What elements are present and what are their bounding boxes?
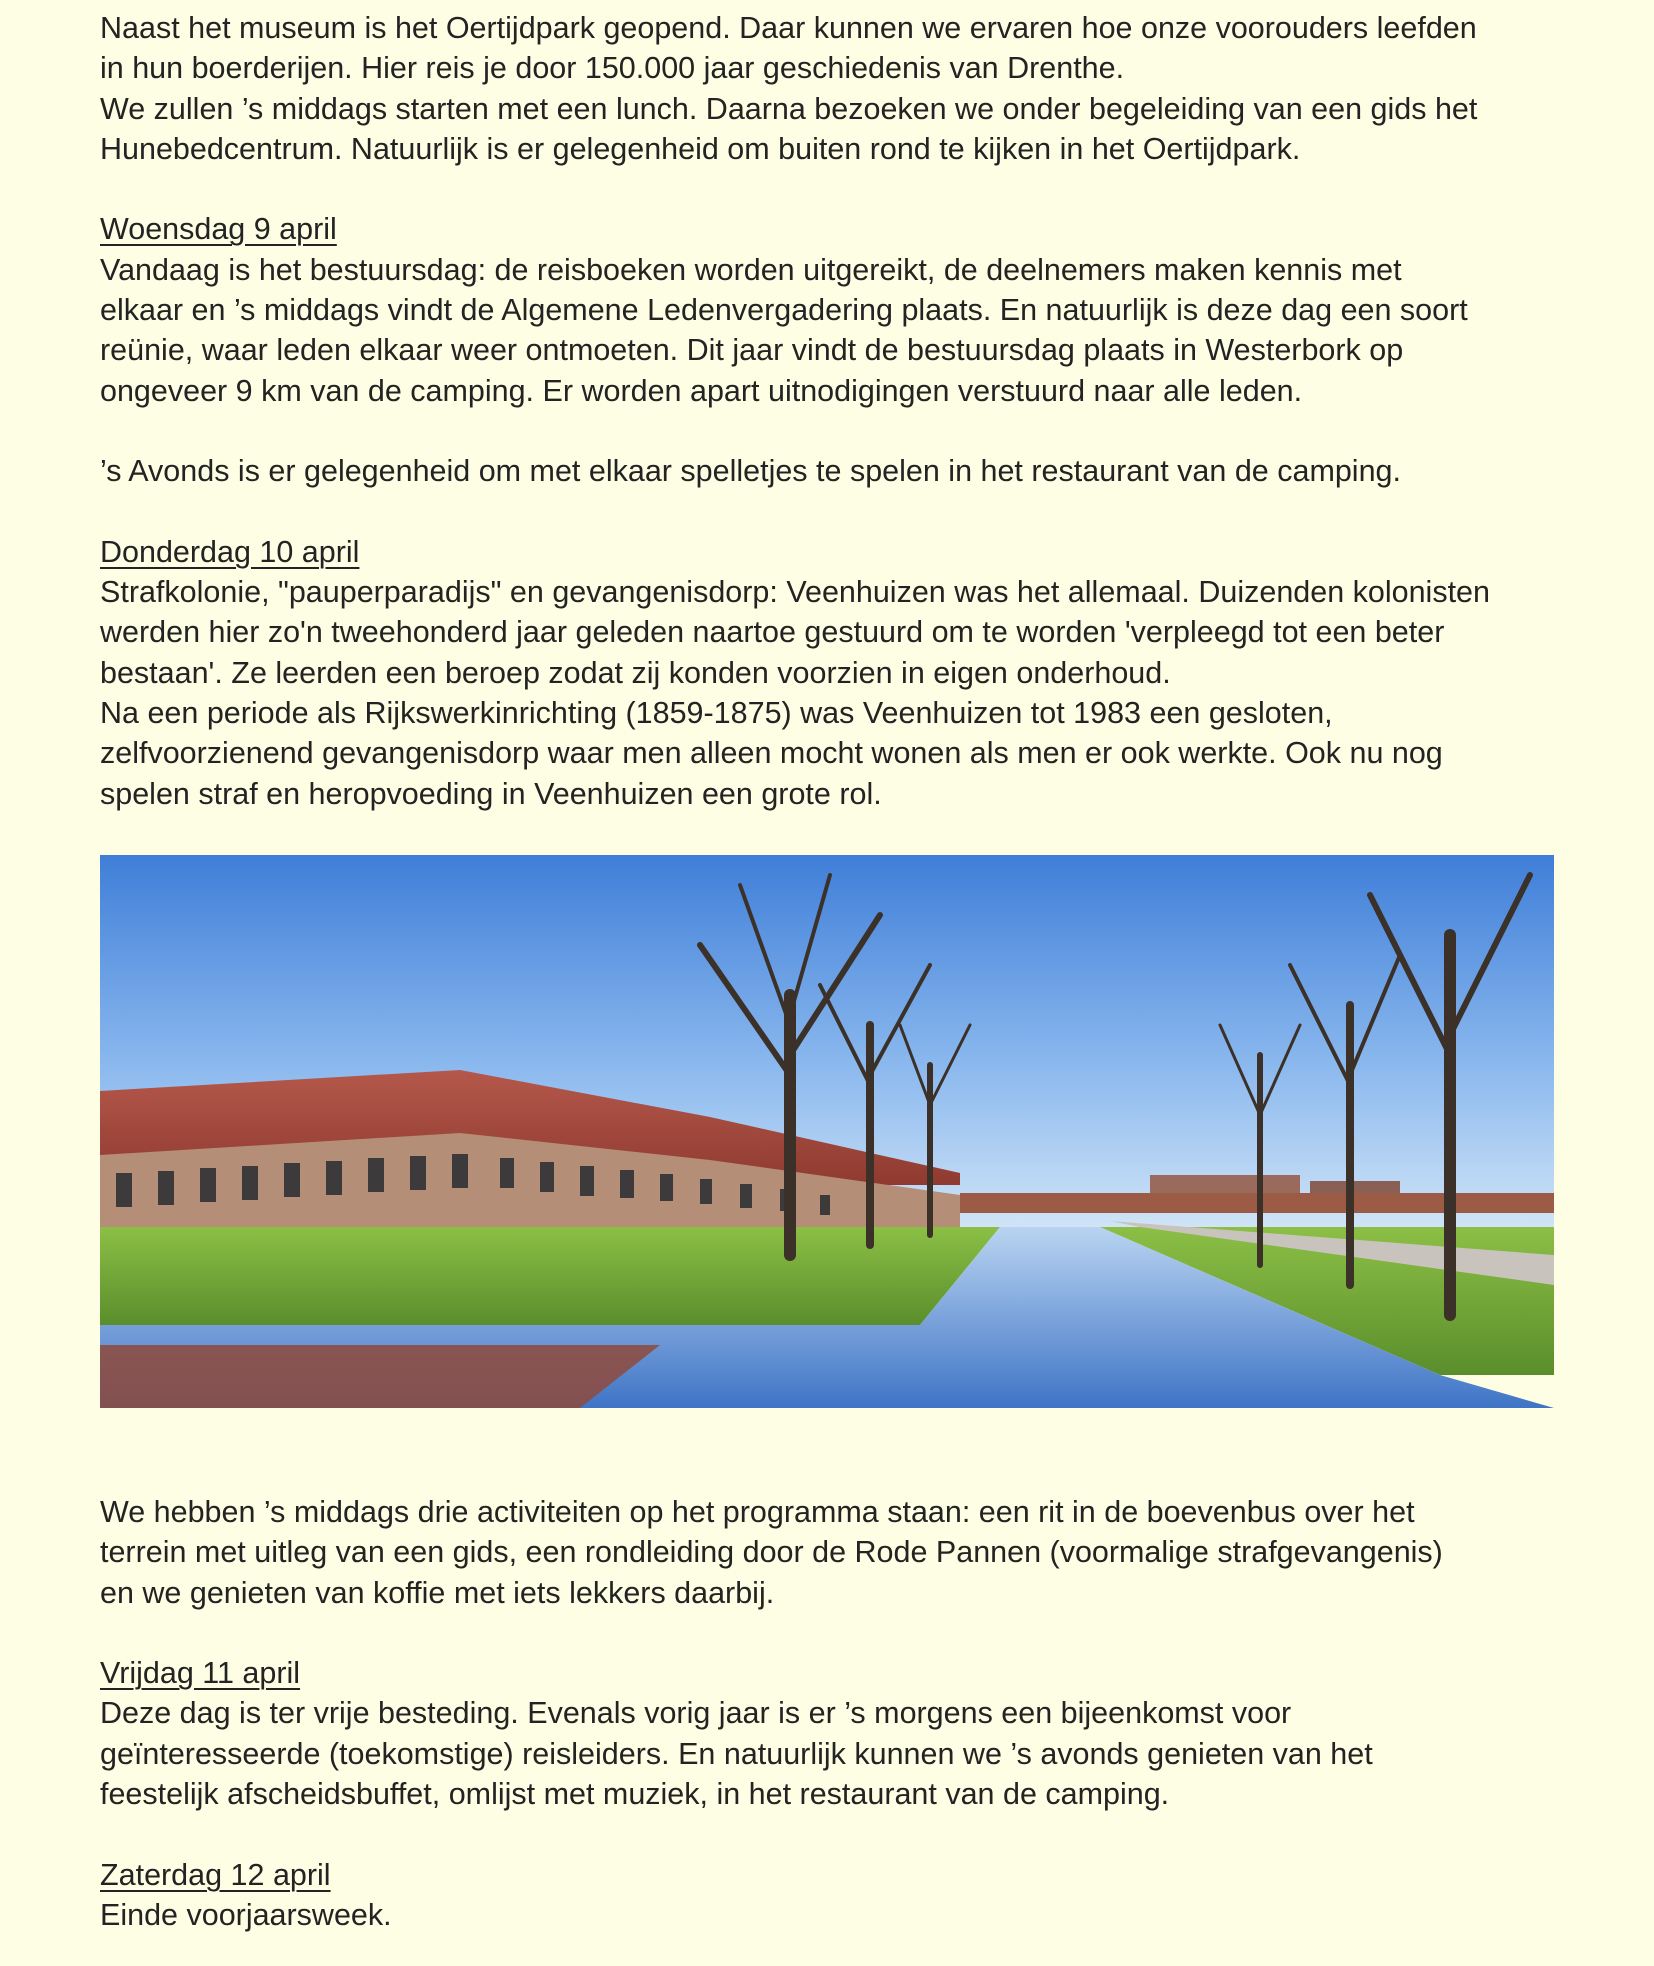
intro-line: Naast het museum is het Oertijdpark geopend. Daar kunnen we ervaren hoe onze voorouders leefden [100,11,1477,45]
thursday-afternoon-line: We hebben ’s middags drie activiteiten op het programma staan: een rit in de boevenbus over het [100,1495,1415,1529]
thursday-afternoon-line: en we genieten van koffie met iets lekkers daarbij. [100,1575,775,1610]
thursday-line: spelen straf en heropvoeding in Veenhuizen een grote rol. [100,776,882,811]
spacer [100,1613,1560,1653]
intro-line: Hunebedcentrum. Natuurlijk is er gelegenheid om buiten rond te kijken in het Oertijdpark. [100,131,1301,166]
thursday-heading: Donderdag 10 april [100,534,360,569]
spacer [100,1814,1560,1854]
wednesday-line: ongeveer 9 km van de camping. Er worden apart uitnodigingen verstuurd naar alle leden. [100,373,1303,408]
intro-line: We zullen ’s middags starten met een lunch. Daarna bezoeken we onder begeleiding van een gids het [100,91,1478,126]
saturday-line: Einde voorjaarsweek. [100,1897,392,1932]
wednesday-line: Vandaag is het bestuursdag: de reisboeken worden uitgereikt, de deelnemers maken kennis met [100,252,1402,287]
thursday-line: Na een periode als Rijkswerkinrichting (1859-1875) was Veenhuizen tot 1983 een gesloten, [100,696,1333,731]
thursday-line: werden hier zo'n tweehonderd jaar geleden naartoe gestuurd om te worden 'verpleegd tot een beter [100,615,1445,650]
wednesday-line: elkaar en ’s middags vindt de Algemene Ledenvergadering plaats. En natuurlijk is deze dag een soort [100,293,1468,328]
thursday-afternoon-line: terrein met uitleg van een gids, een rondleiding door de Rode Pannen (voormalige strafgevangenis) [100,1535,1443,1570]
intro-line: in hun boerderijen. Hier reis je door 150.000 jaar geschiedenis van Drenthe. [100,51,1125,86]
wednesday-evening: ’s Avonds is er gelegenheid om met elkaar spelletjes te spelen in het restaurant van de camping. [100,454,1401,489]
spacer [100,169,1560,209]
spacer [100,492,1560,532]
spacer [100,411,1560,451]
veenhuizen-photo-illustration [100,855,1554,1408]
saturday-heading: Zaterdag 12 april [100,1857,331,1892]
friday-line: Deze dag is ter vrije besteding. Evenals vorig jaar is er ’s morgens een bijeenkomst voor [100,1696,1292,1731]
thursday-line: zelfvoorzienend gevangenisdorp waar men alleen mocht wonen als men er ook werkte. Ook nu nog [100,736,1443,771]
thursday-line: bestaan'. Ze leerden een beroep zodat zij konden voorzien in eigen onderhoud. [100,655,1171,690]
friday-line: geïnteresseerde (toekomstige) reisleiders. En natuurlijk kunnen we ’s avonds genieten van het [100,1736,1373,1771]
thursday-line: Strafkolonie, "pauperparadijs" en gevangenisdorp: Veenhuizen was het allemaal. Duizenden kolonisten [100,575,1490,610]
grass-left [100,1227,1000,1325]
wednesday-heading: Woensdag 9 april [100,212,337,247]
document-body-top [100,8,1560,814]
document-body-bottom [100,1492,1560,1935]
building-reflection [100,1345,660,1408]
friday-heading: Vrijdag 11 april [100,1656,301,1691]
friday-line: feestelijk afscheidsbuffet, omlijst met muziek, in het restaurant van de camping. [100,1777,1170,1812]
veenhuizen-photo [100,855,1554,1408]
wednesday-line: reünie, waar leden elkaar weer ontmoeten. Dit jaar vindt de bestuursdag plaats in Westerbork op [100,333,1404,368]
